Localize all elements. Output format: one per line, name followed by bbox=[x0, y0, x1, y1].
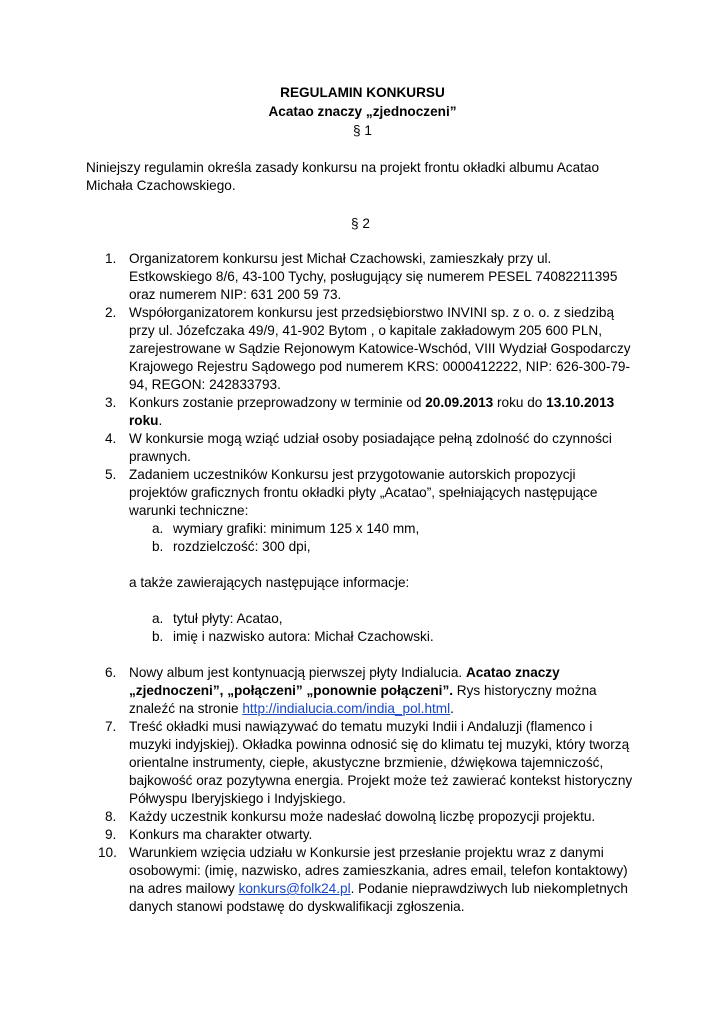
rule-text: Konkurs zostanie przeprowadzony w terminie od bbox=[129, 395, 426, 410]
rule-item-1 bbox=[86, 250, 635, 304]
rule-number: 1. bbox=[105, 251, 117, 266]
info-letter: b. bbox=[152, 629, 164, 644]
document-title: REGULAMIN KONKURSU bbox=[280, 85, 445, 100]
info-text: imię i nazwisko autora: Michał Czachowski. bbox=[173, 629, 434, 644]
rule-text: Warunkiem wzięcia udziału w Konkursie jest przesłanie projektu wraz z danymi osobowymi: (imię, nazwisko, adres zamieszkania, adres email, telefon kontaktowy) na adres mailowy bbox=[129, 845, 628, 896]
rule-number: 5. bbox=[105, 467, 117, 482]
info-item bbox=[129, 628, 635, 646]
contest-email-link[interactable]: konkurs@folk24.pl bbox=[238, 881, 351, 896]
info-letter: a. bbox=[152, 611, 164, 626]
rule-text: Współorganizatorem konkursu jest przedsiębiorstwo INVINI sp. z o. o. z siedzibą przy ul. Józefczaka 49/9, 41-902 Bytom , o kapitale zakładowym 205 600 PLN, zarejestrowane w Sądzie Rejonowym Katowice-Wschód, VIII Wydział Gospodarczy Krajowego Rejestru Sądowego pod numerem KRS: 0000412222, NIP: 626-300-79-94, REGON: 242833793. bbox=[129, 305, 631, 392]
rule-item-2 bbox=[86, 304, 635, 394]
rule-text: . bbox=[450, 701, 454, 716]
rule-text: Nowy album jest kontynuacją pierwszej płyty Indialucia. bbox=[129, 665, 466, 680]
rule-text: Każdy uczestnik konkursu może nadesłać dowolną liczbę propozycji projektu. bbox=[129, 809, 596, 824]
rule-text: roku do bbox=[493, 395, 547, 410]
rule-number: 10. bbox=[98, 845, 117, 860]
date-from: 20.09.2013 bbox=[425, 395, 494, 410]
rule-item-5 bbox=[86, 466, 635, 664]
spacer bbox=[129, 556, 635, 574]
rule-number: 3. bbox=[105, 395, 117, 410]
rule-number: 8. bbox=[105, 809, 117, 824]
rule-number: 9. bbox=[105, 827, 117, 842]
required-info-list bbox=[129, 610, 635, 646]
rule-text: W konkursie mogą wziąć udział osoby posiadające pełną zdolność do czynności prawnych. bbox=[129, 431, 612, 464]
section-1-heading: § 1 bbox=[353, 123, 372, 138]
rules-list bbox=[86, 250, 635, 916]
requirement-letter: a. bbox=[152, 521, 164, 536]
requirement-letter: b. bbox=[152, 539, 164, 554]
rule-text: Organizatorem konkursu jest Michał Czachowski, zamieszkały przy ul. Estkowskiego 8/6, 43-100 Tychy, posługujący się numerem PESEL 74082211395 oraz numerem NIP: 631 200 59 73. bbox=[129, 251, 618, 302]
requirement-text: rozdzielczość: 300 dpi, bbox=[173, 539, 311, 554]
document-subtitle: Acatao znaczy „zjednoczeni” bbox=[268, 104, 457, 119]
rule-item-4 bbox=[86, 430, 635, 466]
info-intro-text: a także zawierających następujące informacje: bbox=[129, 575, 410, 590]
rule-number: 7. bbox=[105, 719, 117, 734]
rule-text: . bbox=[158, 413, 163, 428]
rule-item-8 bbox=[86, 808, 635, 826]
requirement-item bbox=[129, 520, 635, 538]
rule-text: Rys historyczny można znaleźć na stronie bbox=[129, 683, 597, 716]
spacer bbox=[129, 592, 635, 610]
section-2-heading: § 2 bbox=[351, 216, 370, 231]
rule-text: Treść okładki musi nawiązywać do tematu muzyki Indii i Andaluzji (flamenco i muzyki indyjskiej). Okładka powinna odnosić się do klimatu tej muzyki, który tworzą orientalne instrumenty, ciepłe, akustyczne brzmienie, dźwiękowa tajemniczość, bajkowość oraz pozytywna energia. Projekt może też zawierać kontekst historyczny Półwyspu Iberyjskiego i Indyjskiego. bbox=[129, 719, 633, 806]
technical-requirements-list bbox=[129, 520, 635, 556]
rule-text: . Podanie nieprawdziwych lub niekompletnych danych stanowi podstawę do dyskwalifikacji zgłoszenia. bbox=[129, 881, 628, 914]
rule-number: 4. bbox=[105, 431, 117, 446]
rule-text: Konkurs ma charakter otwarty. bbox=[129, 827, 313, 842]
rule-number: 6. bbox=[105, 665, 117, 680]
requirement-item bbox=[129, 538, 635, 556]
rule-number: 2. bbox=[105, 305, 117, 320]
rule-item-6 bbox=[86, 664, 635, 718]
info-item bbox=[129, 610, 635, 628]
info-text: tytuł płyty: Acatao, bbox=[173, 611, 283, 626]
date-to: 13.10.2013 roku bbox=[129, 395, 615, 428]
rule-text: Zadaniem uczestników Konkursu jest przygotowanie autorskich propozycji projektów graficznych frontu okładki płyty „Acatao”, spełniających następujące warunki techniczne: bbox=[129, 467, 598, 518]
rule-item-7 bbox=[86, 718, 635, 808]
indialucia-link[interactable]: http://indialucia.com/india_pol.html bbox=[242, 701, 451, 716]
intro-paragraph: Niniejszy regulamin określa zasady konkursu na projekt frontu okładki albumu Acatao Michała Czachowskiego. bbox=[86, 160, 600, 193]
document-header bbox=[90, 84, 635, 141]
album-meaning: Acatao znaczy „zjednoczeni”, „połączeni” „ponownie połączeni”. bbox=[129, 665, 560, 698]
rule-item-9 bbox=[86, 826, 635, 844]
rule-item-3 bbox=[86, 394, 635, 430]
rule-item-10 bbox=[86, 844, 635, 916]
requirement-text: wymiary grafiki: minimum 125 x 140 mm, bbox=[173, 521, 420, 536]
spacer bbox=[129, 646, 635, 664]
